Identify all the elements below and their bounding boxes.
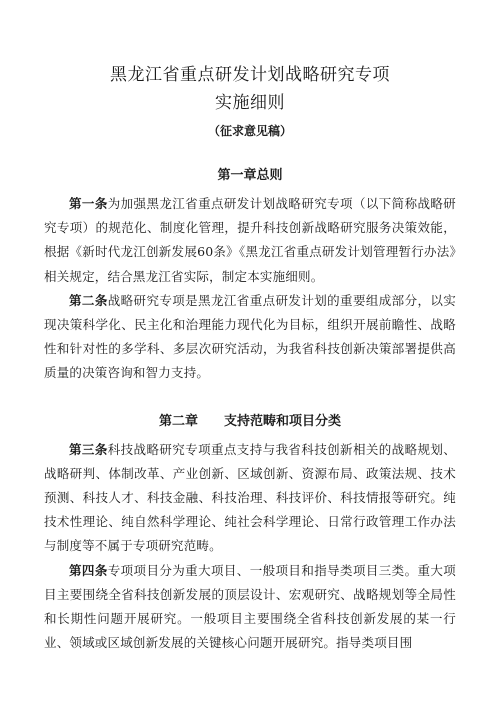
article-3: [44, 438, 456, 559]
article-text: 为加强黑龙江省重点研发计划战略研究专项（以下简称战略研究专项）的规范化、制度化管理，提升科技创新战略研究服务决策效能，根据《新时代龙江创新发展60条》《黑龙江省重点研发计划管理暂行办法》相关规定，结合黑龙江省实际，制定本实施细则。: [44, 196, 457, 284]
article-text: 战略研究专项是黑龙江省重点研发计划的重要组成部分，以实现决策科学化、民主化和治理能力现代化为目标，组织开展前瞻性、战略性和针对性的多学科、多层次研究活动，为我省科技创新决策部署提供高质量的决策咨询和智力支持。: [44, 292, 457, 381]
document-title-line2: 实施细则: [215, 93, 285, 113]
article-number: 第四条: [69, 562, 108, 578]
draft-note: （征求意见稿）: [207, 124, 292, 138]
chapter-number: 第二章: [158, 413, 198, 429]
article-1: [44, 192, 456, 289]
article-number: 第三条: [69, 441, 108, 457]
article-number: 第二条: [69, 292, 108, 308]
chapter-title: 支持范畴和项目分类: [224, 413, 342, 429]
article-number: 第一条: [69, 196, 108, 211]
article-text: 科技战略研究专项重点支持与我省科技创新相关的战略规划、战略研判、体制改革、产业创新、区域创新、资源布局、政策法规、技术预测、科技人才、科技金融、科技治理、科技评价、科技情报等研究。纯技术性理论、纯自然科学理论、纯社会科学理论、日常行政管理工作办法与制度等不属于专项研究范畴。: [44, 441, 457, 554]
article-2: [44, 289, 456, 386]
article-4: [44, 559, 456, 656]
document-title-line1: 黑龙江省重点研发计划战略研究专项: [110, 65, 390, 85]
article-text: 专项项目分为重大项目、一般项目和指导类项目三类。重大项目主要围绕全省科技创新发展的顶层设计、宏观研究、战略规划等全局性和长期性问题开展研究。一般项目主要围绕全省科技创新发展的某一行业、领域或区域创新发展的关键核心问题开展研究。指导类项目围: [44, 562, 457, 651]
chapter-heading-scope: [44, 412, 456, 432]
chapter-heading-general: 第一章总则: [217, 168, 283, 183]
